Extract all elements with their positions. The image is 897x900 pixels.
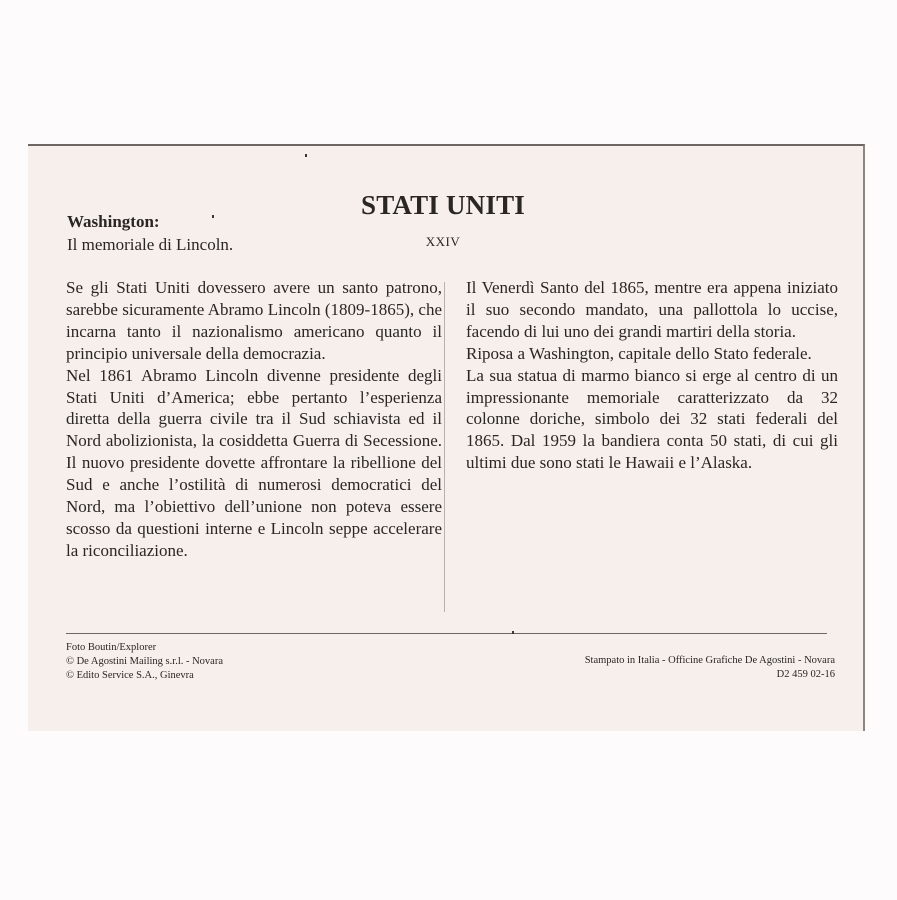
- credit-line: © De Agostini Mailing s.r.l. - Novara: [66, 656, 224, 667]
- photo-credits: [66, 641, 223, 683]
- location-heading: [67, 212, 367, 256]
- title-block: [338, 146, 548, 266]
- paragraph: La sua statua di marmo bianco si erge al centro di un impressionante memoriale caratterizzato da 32 colonne doriche, simbolo dei 32 stati federali del 1865. Dal 1959 la bandiera conta 50 stati, di cui gli ultimi due sono stati le Hawaii e l’Alaska.: [466, 365, 838, 473]
- print-speck: [512, 631, 514, 634]
- credit-line: © Edito Service S.A., Ginevra: [66, 670, 194, 681]
- paragraph: Il Venerdì Santo del 1865, mentre era appena iniziato il suo secondo mandato, una pallottola lo uccise, facendo di lui uno dei grandi martiri della storia.: [466, 278, 838, 341]
- location-name: Washington:: [67, 212, 160, 231]
- imprint-line: Stampato in Italia - Officine Grafiche De Agostini - Novara: [584, 655, 835, 666]
- country-title: STATI UNITI: [360, 190, 525, 220]
- credit-line: Foto Boutin/Explorer: [66, 642, 157, 653]
- print-speck: [305, 154, 307, 157]
- text-column-right: [466, 277, 838, 474]
- column-divider: [444, 282, 445, 612]
- paragraph: Riposa a Washington, capitale dello Stato federale.: [466, 343, 812, 363]
- paragraph: Se gli Stati Uniti dovessero avere un santo patrono, sarebbe sicuramente Abramo Lincoln (1809-1865), che incarna tanto il nazionalismo americano quanto il principio universale della democrazia.: [66, 278, 442, 363]
- text-column-left: [66, 277, 442, 562]
- photo-caption: Il memoriale di Lincoln.: [67, 235, 234, 254]
- paragraph: Nel 1861 Abramo Lincoln divenne presidente degli Stati Uniti d’America; ebbe pertanto l’esperienza diretta della guerra civile tra il Sud schiavista ed il Nord abolizionista, la cosiddetta Guerra di Secessione. Il nuovo presidente dovette affrontare la ribellione del Sud e anche l’ostilità di numerosi democratici del Nord, ma l’obiettivo dell’unione non poteva essere scosso da questioni interne e Lincoln seppe accelerare la riconciliazione.: [66, 365, 442, 560]
- print-speck: [212, 215, 214, 218]
- postcard-back: [28, 144, 865, 731]
- footer-rule: [66, 633, 827, 634]
- printer-imprint: [585, 654, 835, 682]
- card-numeral: XXIV: [425, 234, 461, 249]
- product-code: D2 459 02-16: [776, 669, 835, 680]
